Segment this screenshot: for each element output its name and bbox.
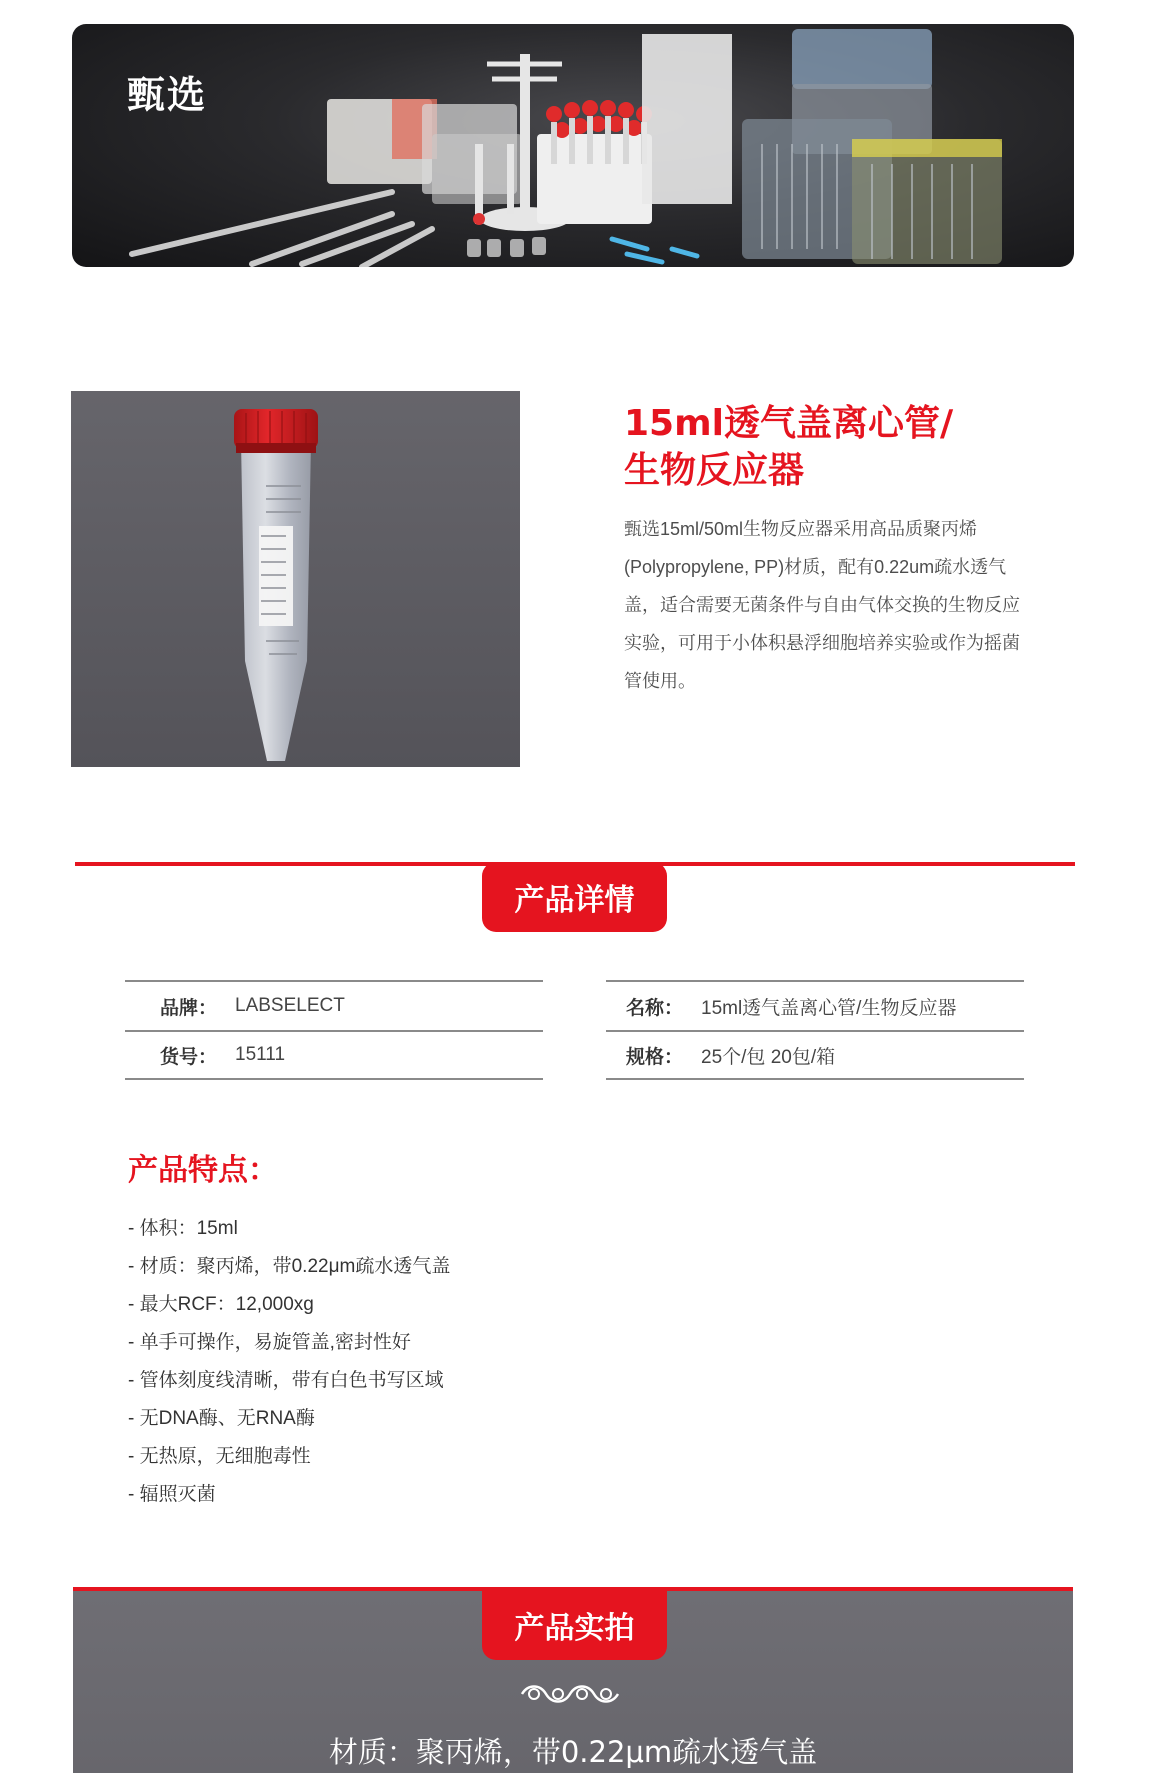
spec-key: 名称： xyxy=(625,996,683,1019)
product-image xyxy=(71,391,520,767)
product-title-line2: 生物反应器 xyxy=(624,450,805,491)
section-title-photos: 产品实拍 xyxy=(482,1590,667,1660)
centrifuge-tube-illustration xyxy=(71,391,520,767)
feature-item: - 管体刻度线清晰，带有白色书写区域 xyxy=(128,1370,444,1391)
spec-key: 品牌： xyxy=(159,996,217,1019)
features-list xyxy=(128,1210,450,1514)
photo-caption: 材质：聚丙烯，带0.22μm疏水透气盖 xyxy=(328,1735,818,1769)
feature-item: - 体积：15ml xyxy=(128,1218,238,1239)
spec-value: 25个/包 20包/箱 xyxy=(701,1046,836,1068)
banner-products-illustration xyxy=(72,24,1074,267)
hero-banner xyxy=(72,24,1074,267)
spec-key: 规格： xyxy=(625,1045,683,1068)
spec-row-name xyxy=(606,980,1024,1030)
feature-item: - 无热原，无细胞毒性 xyxy=(128,1446,311,1467)
spec-key: 货号： xyxy=(159,1045,217,1068)
spec-row-brand xyxy=(125,980,543,1030)
product-title xyxy=(624,400,1044,494)
spec-table-right xyxy=(606,980,1024,1080)
spec-row-spec xyxy=(606,1030,1024,1080)
spec-value: LABSELECT xyxy=(235,995,345,1016)
section-title-details: 产品详情 xyxy=(482,862,667,932)
features-title: 产品特点： xyxy=(128,1153,278,1188)
feature-item: - 材质：聚丙烯，带0.22μm疏水透气盖 xyxy=(128,1256,451,1277)
product-description: 甄选15ml/50ml生物反应器采用高品质聚丙烯(Polypropylene, PP)材质，配有0.22um疏水透气盖，适合需要无菌条件与自由气体交换的生物反应实验，可用于小体积悬浮细胞培养实验或作为摇菌管使用。 xyxy=(624,519,1020,691)
product-title-line1: 15ml透气盖离心管/ xyxy=(624,403,954,444)
feature-item: - 最大RCF：12,000xg xyxy=(128,1294,314,1315)
wave-divider-icon xyxy=(518,1683,628,1705)
feature-item: - 单手可操作，易旋管盖,密封性好 xyxy=(128,1332,411,1353)
spec-table-left xyxy=(125,980,543,1080)
feature-item: - 无DNA酶、无RNA酶 xyxy=(128,1408,315,1429)
feature-item: - 辐照灭菌 xyxy=(128,1484,216,1505)
spec-value: 15ml透气盖离心管/生物反应器 xyxy=(701,997,957,1019)
spec-row-sku xyxy=(125,1030,543,1080)
spec-value: 15111 xyxy=(235,1044,286,1065)
brand-logo: 甄选 xyxy=(127,73,208,117)
